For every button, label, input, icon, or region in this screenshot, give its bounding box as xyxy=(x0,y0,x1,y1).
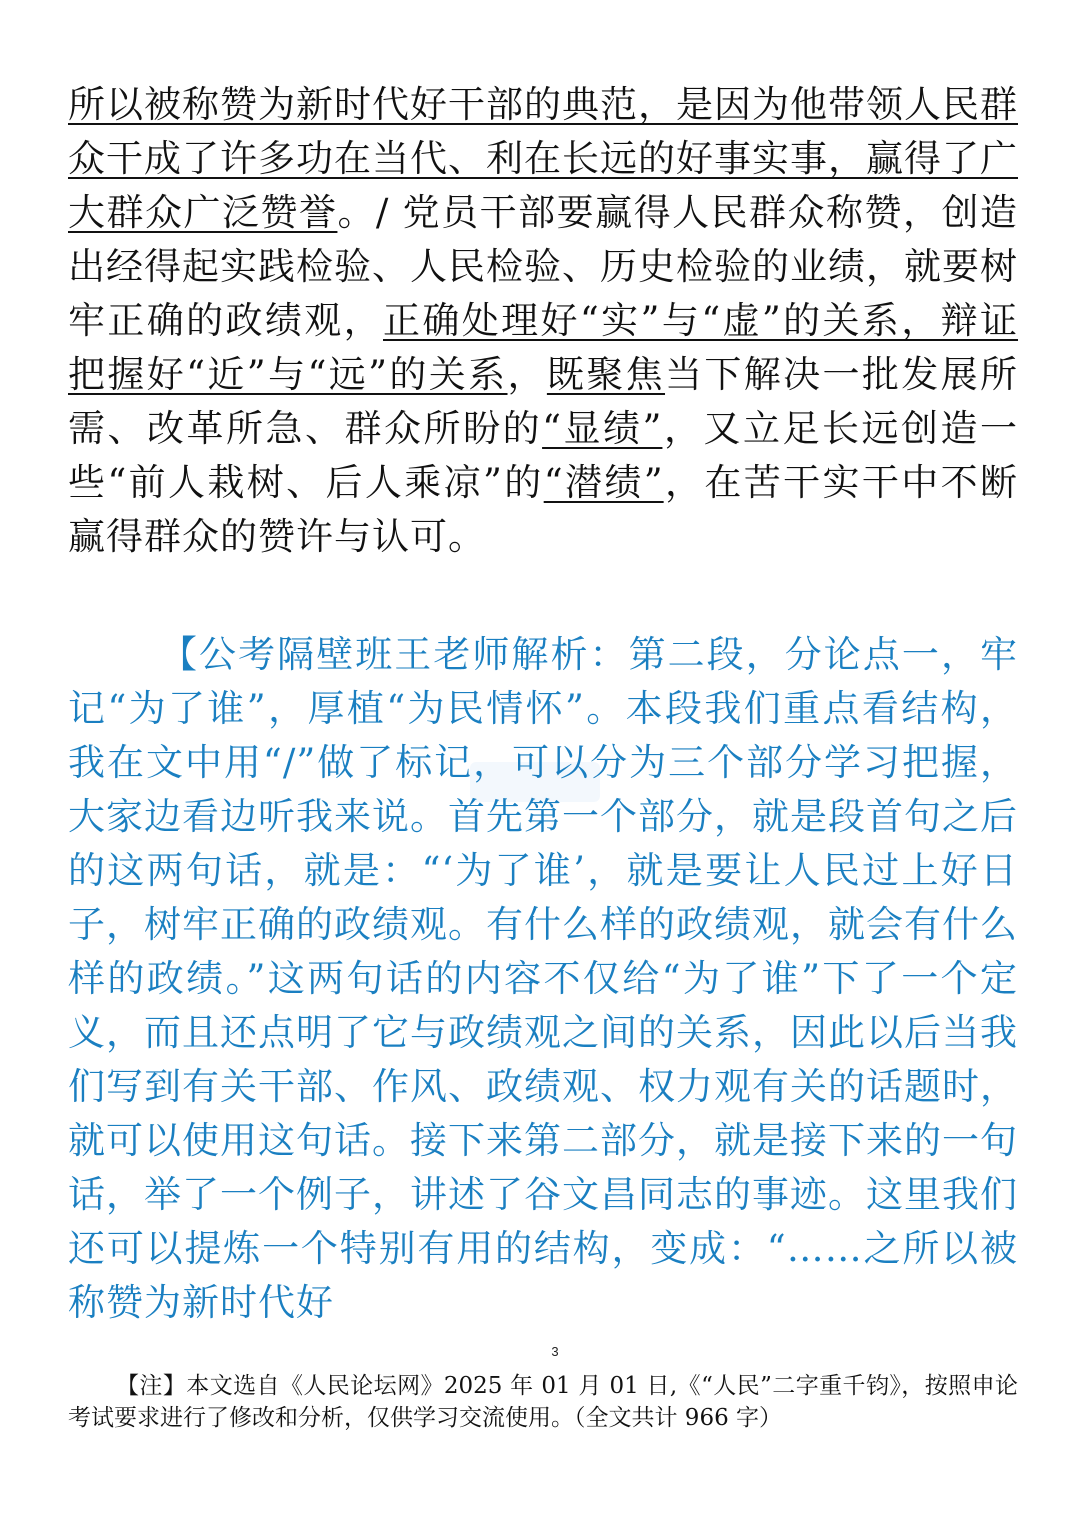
underlined-qianji: “潜绩” xyxy=(543,461,664,504)
page-number: 3 xyxy=(551,1344,559,1359)
analysis-paragraph: 【公考隔壁班王老师解析：第二段，分论点一，牢记“为了谁”，厚植“为民情怀”。本段我们重点看结构，我在文中用“/”做了标记，可以分为三个部分学习把握，大家边看边听我来说。首先第一个部分，就是段首句之后的这两句话，就是：“‘为了谁’，就是要让人民过上好日子，树牢正确的政绩观。有什么样的政绩观，就会有什么样的政绩。”这两句话的内容不仅给“为了谁”下了一个定义，而且还点明了它与政绩观之间的关系，因此以后当我们写到有关干部、作风、政绩观、权力观有关的话题时，就可以使用这句话。接下来第二部分，就是接下来的一句话，举了一个例子，讲述了谷文昌同志的事迹。这里我们还可以提炼一个特别有用的结构，变成：“……之所以被称赞为新时代好 xyxy=(68,633,1018,1324)
underlined-xianji: “显绩” xyxy=(542,407,663,450)
body-text-4: ，又立足长远创造一些“前人栽树、后人乘凉”的 xyxy=(68,407,1018,504)
underlined-phrase-jujiao: 既聚焦 xyxy=(546,353,666,396)
body-text-2: 。/ 党员干部要赢得人民群众称赞，创造出经得起实践检验、人民检验、历史检验的业绩，就要树牢正确的政绩观， xyxy=(68,191,1018,342)
footnote: 【注】本文选自《人民论坛网》2025 年 01 月 01 日,《“人民”二字重千钧》，按照申论考试要求进行了修改和分析，仅供学习交流使用。（全文共计 966 字） xyxy=(68,1373,1018,1431)
underlined-sentence-2: 正确处理好“实”与“虚”的关系，辩证把握好“近”与“远”的关系 xyxy=(68,299,1019,396)
body-text-3: 当下解决一批发展所需、改革所急、群众所盼的 xyxy=(68,353,1019,450)
body-paragraph xyxy=(68,78,1018,564)
body-comma: ， xyxy=(507,353,547,396)
underlined-sentence-1: 所以被称赞为新时代好干部的典范，是因为他带领人民群众干成了许多功在当代、利在长远的好事实事，赢得了广大群众广泛赞誉 xyxy=(68,83,1018,234)
body-text-5: ，在苦干实干中不断赢得群众的赞许与认可。 xyxy=(68,461,1018,558)
